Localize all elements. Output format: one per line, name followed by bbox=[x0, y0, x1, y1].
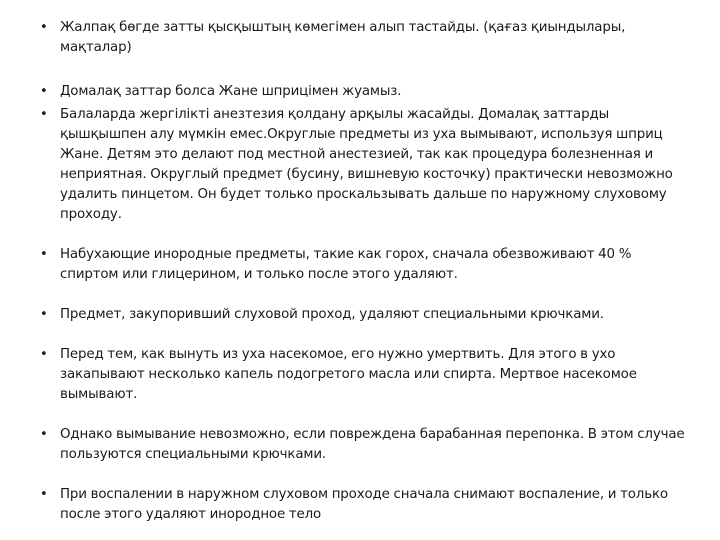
bullet-text: При воспалении в наружном слуховом проходе сначала снимают воспаление, и только после этого удаляют инородное тело bbox=[60, 487, 668, 522]
bullet-item-swelling-objects bbox=[40, 245, 690, 285]
bullet-item-flat-objects bbox=[40, 18, 690, 58]
bullet-dot: • bbox=[40, 487, 48, 502]
bullet-text: Балаларда жергілікті анезтезия қолдану арқылы жасайды. Домалақ заттарды қышқышпен алу мүмкін емес.Округлые предметы из уха вымывают, используя шприц Жане. Детям это делают под местной анестезией, так как процедура болезненная и неприятная. Округлый предмет (бусину, вишневую косточку) практически невозможно удалить пинцетом. Он будет только проскальзывать дальше по наружному слуховому проходу. bbox=[60, 107, 673, 222]
bullet-dot: • bbox=[40, 20, 48, 35]
bullet-dot: • bbox=[40, 347, 48, 362]
bullet-item-insect bbox=[40, 345, 690, 405]
bullet-text: Перед тем, как вынуть из уха насекомое, его нужно умертвить. Для этого в ухо закапывают несколько капель подогретого масла или спирта. Мертвое насекомое вымывают. bbox=[60, 347, 637, 402]
bullet-dot: • bbox=[40, 247, 48, 262]
bullet-item-inflammation bbox=[40, 485, 690, 525]
bullet-item-children-anesthesia bbox=[40, 105, 690, 225]
bullet-text: Предмет, закупоривший слуховой проход, удаляют специальными крючками. bbox=[60, 307, 604, 322]
bullet-item-blocking-object bbox=[40, 305, 690, 325]
bullet-dot: • bbox=[40, 307, 48, 322]
bullet-dot: • bbox=[40, 84, 48, 99]
bullet-text: Жалпақ бөгде затты қысқыштың көмегімен алып тастайды. (қағаз қиындылары, мақталар) bbox=[60, 20, 626, 55]
bullet-text: Домалақ заттар болса Жане шприцімен жуамыз. bbox=[60, 84, 402, 99]
bullet-item-round-objects bbox=[40, 82, 690, 102]
bullet-text: Набухающие инородные предметы, такие как горох, сначала обезвоживают 40 % спиртом или глицерином, и только после этого удаляют. bbox=[60, 247, 632, 282]
bullet-text: Однако вымывание невозможно, если повреждена барабанная перепонка. В этом случае пользуются специальными крючками. bbox=[60, 427, 685, 462]
bullet-list bbox=[40, 18, 690, 525]
bullet-item-eardrum-damage bbox=[40, 425, 690, 465]
bullet-dot: • bbox=[40, 107, 48, 122]
bullet-dot: • bbox=[40, 427, 48, 442]
